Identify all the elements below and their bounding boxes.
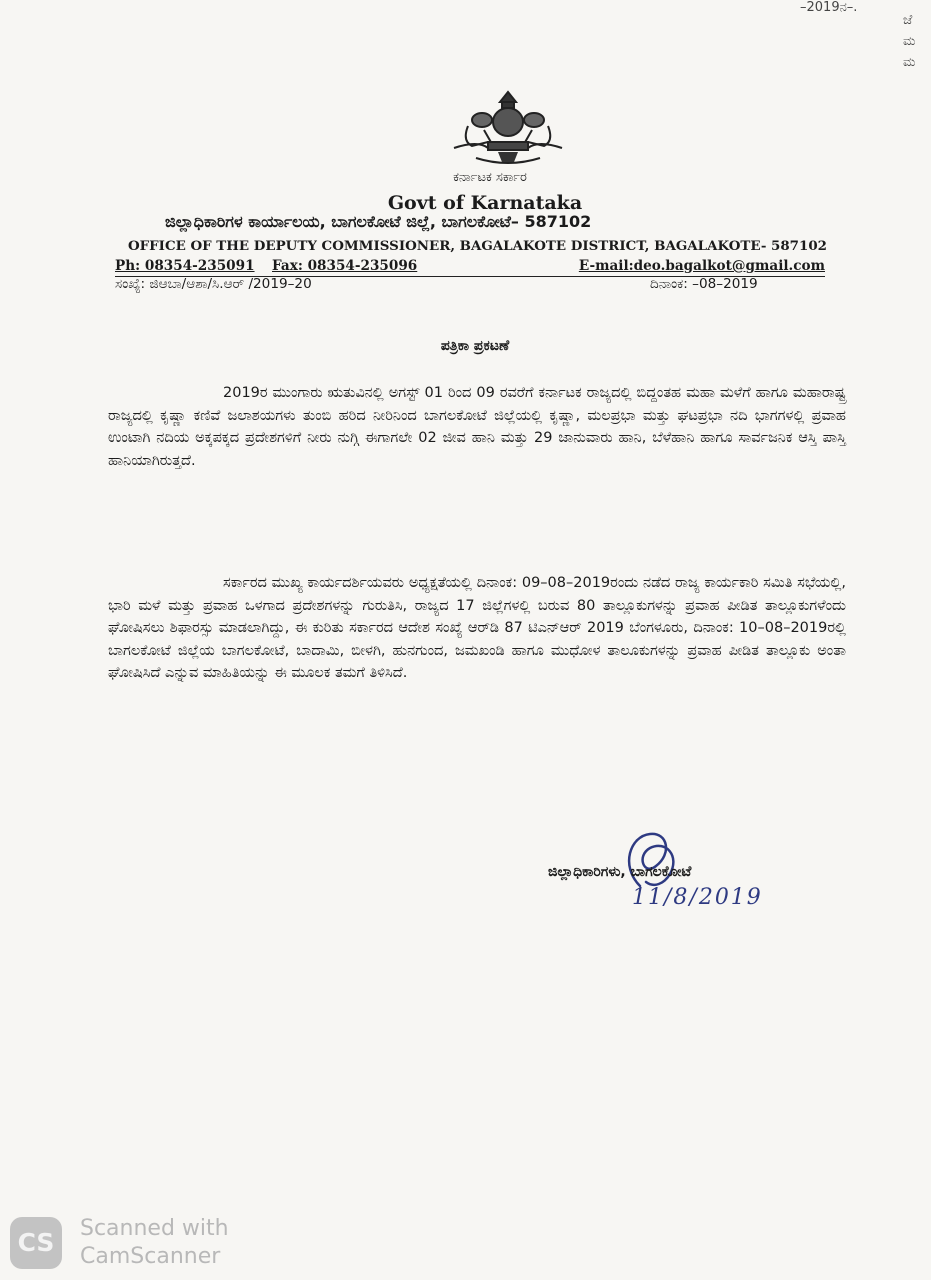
notice-paragraph-2: ಸರ್ಕಾರದ ಮುಖ್ಯ ಕಾರ್ಯದರ್ಶಿಯವರು ಅಧ್ಯಕ್ಷತೆಯಲ್ಲಿ ದಿನಾಂಕ: 09–08–2019ರಂದು ನಡೆದ ರಾಜ್ಯ ಕಾರ್ಯಕಾರಿ ಸಮಿತಿ ಸಭೆಯಲ್ಲಿ, ಭಾರಿ ಮಳೆ ಮತ್ತು ಪ್ರವಾಹ ಒಳಗಾದ ಪ್ರದೇಶಗಳನ್ನು ಗುರುತಿಸಿ, ರಾಜ್ಯದ 17 ಜಿಲ್ಲೆಗಳಲ್ಲಿ ಬರುವ 80 ತಾಲ್ಲೂಕುಗಳನ್ನು ಪ್ರವಾಹ ಪೀಡಿತ ತಾಲ್ಲೂಕುಗಳೆಂದು ಘೋಷಿಸಲು ಶಿಫಾರಸ್ಸು ಮಾಡಲಾಗಿದ್ದು, ಈ ಕುರಿತು ಸರ್ಕಾರದ ಆದೇಶ ಸಂಖ್ಯೆ ಆರ್‌ಡಿ 87 ಟಿಎನ್‌ಆರ್ 2019 ಬೆಂಗಳೂರು, ದಿನಾಂಕ: 10–08–2019ರಲ್ಲಿ ಬಾಗಲಕೋಟೆ ಜಿಲ್ಲೆಯ ಬಾಗಲಕೋಟೆ, ಬಾದಾಮಿ, ಬೀಳಗಿ, ಹುನಗುಂದ, ಜಮಖಂಡಿ ಹಾಗೂ ಮುಧೋಳ ತಾಲೂಕುಗಳನ್ನು ಪ್ರವಾಹ ಪೀಡಿತ ತಾಲ್ಲೂಕು ಅಂತಾ ಘೋಷಿಸಿದೆ ಎನ್ನುವ ಮಾಹಿತಿಯನ್ನು ಈ ಮೂಲಕ ತಮಗೆ ತಿಳಿಸಿದೆ.	[108, 575, 846, 681]
reference-number: ಸಂಖ್ಯೆ: ಜಿಆಬಾ/ಆಶಾ/ಸಿ.ಆರ್ /2019–20	[115, 276, 312, 292]
office-name-kannada: ಜಿಲ್ಲಾಧಿಕಾರಿಗಳ ಕಾರ್ಯಾಲಯ, ಬಾಗಲಕೋಟೆ ಜಿಲ್ಲೆ, ಬಾಗಲಕೋಟೆ– 587102	[165, 212, 592, 231]
scanner-watermark	[10, 1213, 270, 1273]
letter-date: ದಿನಾಂಕ: –08–2019	[650, 276, 758, 292]
camscanner-logo-icon: CS	[10, 1217, 62, 1269]
phone-number: Ph: 08354-235091	[115, 258, 255, 274]
notice-heading: ಪತ್ರಿಕಾ ಪ್ರಕಟಣೆ	[440, 338, 510, 354]
edge-scrawl-top: –2019ನ–.	[800, 0, 858, 15]
reference-row	[115, 276, 825, 294]
handwritten-date: 11/8/2019	[632, 885, 763, 910]
notice-paragraph-1: 2019ರ ಮುಂಗಾರು ಋತುವಿನಲ್ಲಿ ಅಗಸ್ಟ್ 01 ರಿಂದ 09 ರವರೆಗೆ ಕರ್ನಾಟಕ ರಾಜ್ಯದಲ್ಲಿ ಬಿದ್ದಂತಹ ಮಹಾ ಮಳೆಗೆ ಹಾಗೂ ಮಹಾರಾಷ್ಟ್ರ ರಾಜ್ಯದಲ್ಲಿ ಕೃಷ್ಣಾ ಕಣಿವೆ ಜಲಾಶಯಗಳು ತುಂಬಿ ಹರಿದ ನೀರಿನಿಂದ ಬಾಗಲಕೋಟೆ ಜಿಲ್ಲೆಯಲ್ಲಿ ಕೃಷ್ಣಾ, ಮಲಪ್ರಭಾ ಮತ್ತು ಘಟಪ್ರಭಾ ನದಿ ಭಾಗಗಳಲ್ಲಿ ಪ್ರವಾಹ ಉಂಟಾಗಿ ನದಿಯ ಅಕ್ಕಪಕ್ಕದ ಪ್ರದೇಶಗಳಿಗೆ ನೀರು ನುಗ್ಗಿ ಈಗಾಗಲೇ 02 ಜೀವ ಹಾನಿ ಮತ್ತು 29 ಜಾನುವಾರು ಹಾನಿ, ಬೆಳೆಹಾನಿ ಹಾಗೂ ಸಾರ್ವಜನಿಕ ಆಸ್ತಿ ಪಾಸ್ತಿ ಹಾನಿಯಾಗಿರುತ್ತದೆ.	[108, 385, 846, 469]
fax-number: Fax: 08354-235096	[272, 258, 418, 274]
watermark-text	[80, 1215, 229, 1271]
karnataka-emblem-icon	[448, 86, 568, 170]
contact-row	[115, 258, 825, 277]
email-address: E-mail:deo.bagalkot@gmail.com	[578, 258, 825, 274]
signatory-title: ಜಿಲ್ಲಾಧಿಕಾರಿಗಳು, ಬಾಗಲಕೋಟೆ	[548, 864, 692, 880]
govt-title: Govt of Karnataka	[387, 192, 583, 214]
emblem-caption: ಕರ್ನಾಟಕ ಸರ್ಕಾರ	[453, 170, 527, 185]
edge-scrawl-right: ಜೆ ಮ ಮ	[903, 13, 916, 70]
watermark-line-2: CamScanner	[80, 1244, 221, 1269]
watermark-line-1: Scanned with	[80, 1216, 229, 1241]
office-name-english: OFFICE OF THE DEPUTY COMMISSIONER, BAGALAKOTE DISTRICT, BAGALAKOTE- 587102	[128, 238, 827, 254]
